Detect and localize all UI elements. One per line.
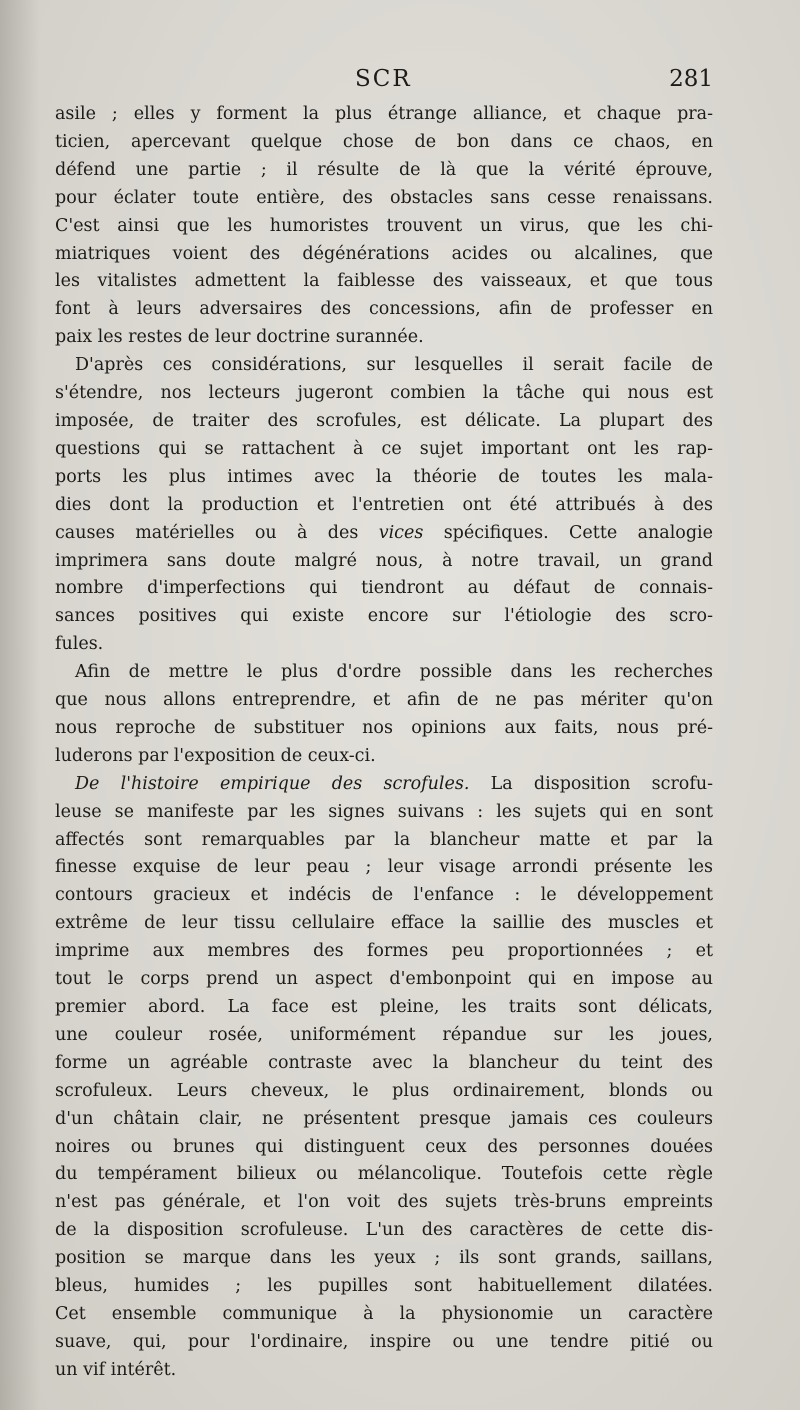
text-line: paix les restes de leur doctrine surannée. (55, 327, 424, 348)
text-line: une couleur rosée, uniformément répandue sur les joues, (55, 1024, 713, 1045)
text-line: D'après ces considérations, sur lesquelles il serait facile de (75, 355, 713, 376)
italic-text: De l'histoire empirique des scrofules. (75, 773, 470, 794)
text-line: De l'histoire empirique des scrofules. La disposition scrofu- (75, 773, 714, 794)
text-line: imprimera sans doute malgré nous, à notre travail, un grand (55, 550, 713, 571)
text-line: tout le corps prend un aspect d'embonpoint qui en impose au (55, 969, 713, 990)
text-line: position se marque dans les yeux ; ils sont grands, saillans, (55, 1248, 713, 1269)
text-line: scrofuleux. Leurs cheveux, le plus ordinairement, blonds ou (55, 1080, 713, 1101)
page-number: 281 (669, 66, 713, 92)
text-line: pour éclater toute entière, des obstacles sans cesse renaissans. (55, 187, 713, 208)
text-line: luderons par l'exposition de ceux-ci. (55, 745, 376, 766)
text-line: leuse se manifeste par les signes suivans : les sujets qui en sont (55, 801, 713, 822)
text-line: noires ou brunes qui distinguent ceux des personnes douées (55, 1136, 713, 1157)
text-line: extrême de leur tissu cellulaire efface la saillie des muscles et (55, 913, 713, 934)
text-line: s'étendre, nos lecteurs jugeront combien la tâche qui nous est (55, 383, 713, 404)
text-line: font à leurs adversaires des concessions, afin de professer en (55, 299, 713, 320)
text-line: du tempérament bilieux ou mélancolique. Toutefois cette règle (55, 1164, 713, 1185)
text-line: dies dont la production et l'entretien ont été attribués à des (55, 494, 713, 515)
text-line: Afin de mettre le plus d'ordre possible dans les recherches (75, 662, 713, 683)
italic-text: vices (378, 522, 424, 543)
text-line: ports les plus intimes avec la théorie de toutes les mala- (55, 466, 713, 487)
text-line: les vitalistes admettent la faiblesse des vaisseaux, et que tous (55, 271, 713, 292)
text-line: suave, qui, pour l'ordinaire, inspire ou une tendre pitié ou (55, 1331, 713, 1352)
running-head: SCR (355, 66, 412, 92)
text-line: de la disposition scrofuleuse. L'un des caractères de cette dis- (55, 1220, 713, 1241)
text-line: imposée, de traiter des scrofules, est délicate. La plupart des (55, 410, 713, 431)
text-line: questions qui se rattachent à ce sujet important ont les rap- (55, 438, 713, 459)
text-line: miatriques voient des dégénérations acides ou alcalines, que (55, 243, 713, 264)
body-text (55, 101, 713, 1385)
text-line: causes matérielles ou à des vices spécifiques. Cette analogie (55, 522, 714, 543)
paragraph (55, 659, 713, 771)
text-line: premier abord. La face est pleine, les traits sont délicats, (55, 997, 713, 1017)
text-line: C'est ainsi que les humoristes trouvent un virus, que les chi- (55, 215, 713, 236)
paragraph (55, 101, 713, 352)
text-line: imprime aux membres des formes peu proportionnées ; et (55, 941, 713, 962)
text-line: Cet ensemble communique à la physionomie un caractère (55, 1303, 713, 1324)
text-line: un vif intérêt. (55, 1359, 177, 1380)
text-line: asile ; elles y forment la plus étrange alliance, et chaque pra- (55, 104, 713, 124)
text-line: fules. (55, 634, 104, 655)
text-line: défend une partie ; il résulte de là que la vérité éprouve, (55, 159, 713, 180)
page-header (55, 62, 713, 98)
text-line: bleus, humides ; les pupilles sont habituellement dilatées. (55, 1276, 713, 1297)
text-line: forme un agréable contraste avec la blancheur du teint des (55, 1052, 713, 1073)
text-line: finesse exquise de leur peau ; leur visage arrondi présente les (55, 857, 713, 878)
text-line: affectés sont remarquables par la blancheur matte et par la (55, 829, 713, 850)
text-line: sances positives qui existe encore sur l'étiologie des scro- (55, 606, 713, 627)
text-line: d'un châtain clair, ne présentent presque jamais ces couleurs (55, 1108, 713, 1129)
text-line: nombre d'imperfections qui tiendront au défaut de connais- (55, 578, 713, 599)
text-line: n'est pas générale, et l'on voit des sujets très-bruns empreints (55, 1192, 713, 1213)
text-line: contours gracieux et indécis de l'enfance : le développement (55, 885, 713, 906)
text-line: nous reproche de substituer nos opinions aux faits, nous pré- (55, 717, 713, 738)
paragraph (55, 771, 713, 1385)
paragraph (55, 352, 713, 659)
text-line: que nous allons entreprendre, et afin de ne pas mériter qu'on (55, 690, 713, 711)
text-line: ticien, apercevant quelque chose de bon dans ce chaos, en (55, 131, 713, 152)
